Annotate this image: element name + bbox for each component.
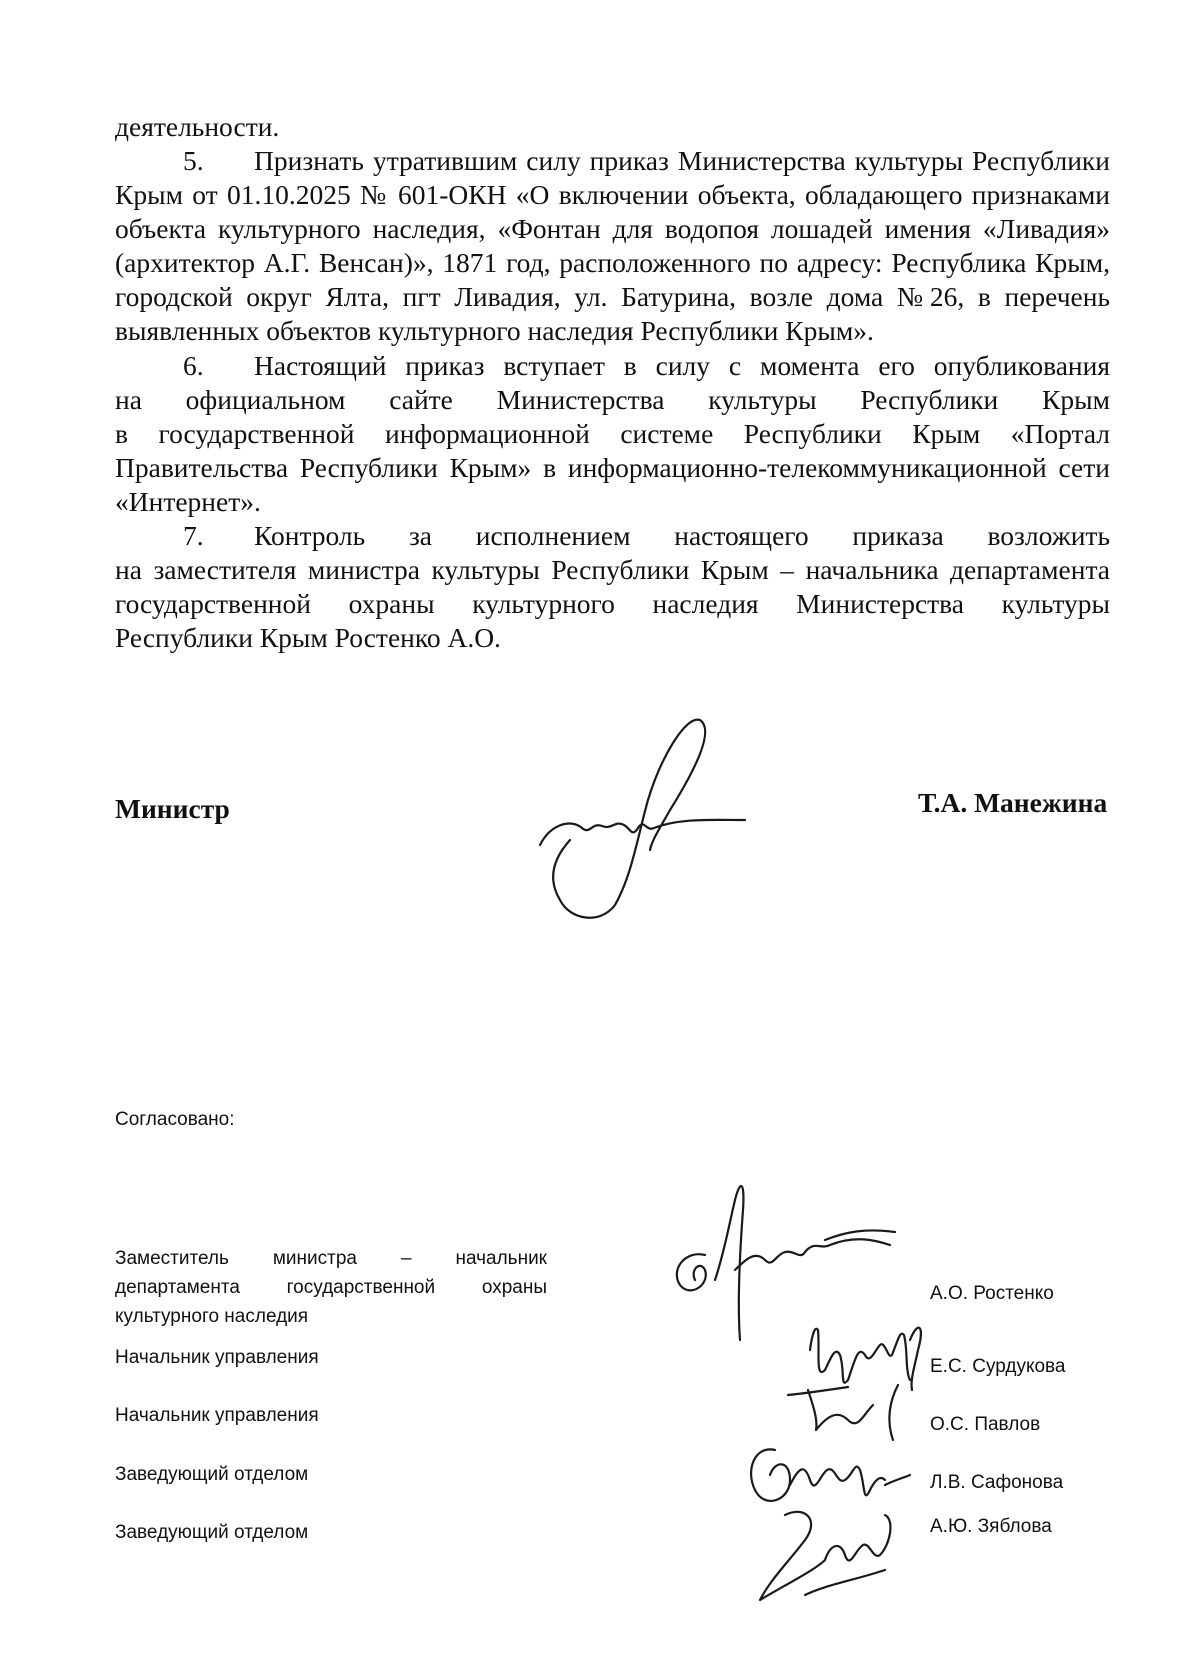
minister-signature (520, 700, 780, 930)
paragraph-6-number: 6. (183, 350, 204, 381)
paragraph-6-line: в государственной информационной системе Республики Крым «Портал (115, 418, 1110, 449)
approval-position: Начальник управления (115, 1405, 319, 1426)
paragraph-5-line: выявленных объектов культурного наследия Республики Крым». (115, 315, 874, 346)
paragraph-5-line: городской округ Ялта, пгт Ливадия, ул. Батурина, возле дома №26, в перечень (115, 281, 1110, 312)
paragraph-6-line: Правительства Республики Крым» в информационно-телекоммуникационной сети (115, 452, 1110, 483)
paragraph-7-line: Контроль за исполнением настоящего приказа возложить (254, 520, 1110, 551)
approval-position: департамента государственной охраны (115, 1277, 547, 1298)
approval-position: Начальник управления (115, 1347, 319, 1368)
paragraph-7-line: Республики Крым Ростенко А.О. (115, 622, 501, 653)
paragraph-5-number: 5. (183, 145, 204, 176)
paragraph-7-line: на заместителя министра культуры Республики Крым – начальника департамента (115, 554, 1110, 585)
approval-name: Е.С. Сурдукова (930, 1356, 1066, 1377)
paragraph-6-line: «Интернет». (115, 486, 261, 517)
paragraph-5-line: Признать утратившим силу приказ Министерства культуры Республики (254, 145, 1110, 176)
paragraph-5-line: Крым от 01.10.2025 № 601-ОКН «О включении объекта, обладающего признаками (115, 179, 1110, 210)
paragraph-7-number: 7. (183, 520, 204, 551)
approval-name: А.Ю. Зяблова (930, 1516, 1052, 1537)
approval-name: О.С. Павлов (930, 1414, 1041, 1435)
signer-name: Т.А. Манежина (918, 787, 1108, 818)
approval-position: Заведующий отделом (115, 1464, 309, 1485)
signer-title: Министр (115, 793, 230, 824)
paragraph-5-line: (архитектор А.Г. Венсан)», 1871 год, расположенного по адресу: Республика Крым, (115, 247, 1110, 278)
paragraph-7-line: государственной охраны культурного наследия Министерства культуры (115, 588, 1110, 619)
zyablova-signature (745, 1500, 905, 1610)
continuation-text: деятельности. (115, 111, 280, 142)
approval-name: Л.В. Сафонова (930, 1472, 1064, 1493)
approval-name: А.О. Ростенко (930, 1283, 1054, 1304)
approval-position: Заведующий отделом (115, 1522, 309, 1543)
approval-position: культурного наследия (115, 1306, 309, 1327)
paragraph-6-line: Настоящий приказ вступает в силу с момента его опубликования (254, 350, 1110, 381)
approval-heading: Согласовано: (115, 1109, 235, 1130)
paragraph-5-line: объекта культурного наследия, «Фонтан для водопоя лошадей имения «Ливадия» (115, 213, 1110, 244)
approval-position: Заместитель министра – начальник (115, 1248, 547, 1269)
paragraph-6-line: на официальном сайте Министерства культуры Республики Крым (115, 384, 1110, 415)
